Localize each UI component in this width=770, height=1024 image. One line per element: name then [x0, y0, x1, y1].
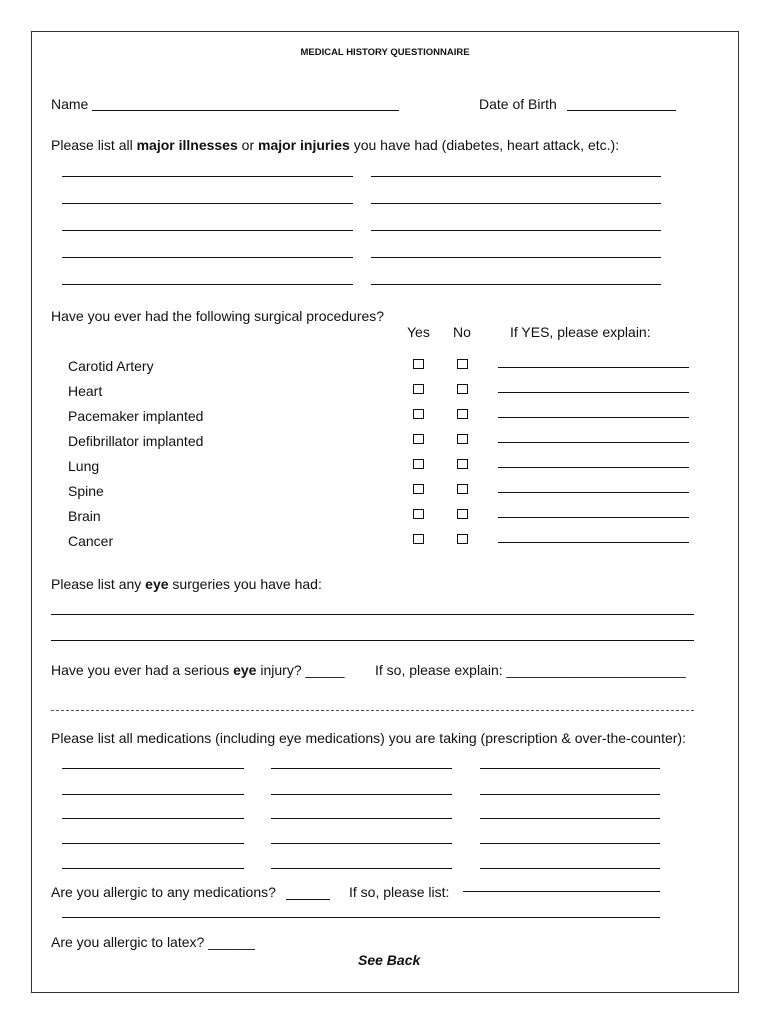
medication-line-4-3[interactable]	[480, 843, 660, 844]
medication-line-4-2[interactable]	[271, 843, 452, 844]
latex-prompt: Are you allergic to latex? ______	[51, 934, 255, 950]
form-title: MEDICAL HISTORY QUESTIONNAIRE	[300, 47, 470, 58]
procedure-label: Defibrillator implanted	[68, 433, 204, 449]
procedure-yes-checkbox[interactable]	[413, 434, 424, 444]
procedure-explain-line[interactable]	[498, 442, 689, 443]
procedure-explain-line[interactable]	[498, 492, 689, 493]
procedure-yes-checkbox[interactable]	[413, 484, 424, 494]
illness-line-5-2[interactable]	[371, 284, 661, 285]
eye-surgery-line-2[interactable]	[51, 640, 694, 641]
procedure-label: Cancer	[68, 533, 114, 549]
procedure-no-checkbox[interactable]	[457, 509, 468, 519]
medications-prompt: Please list all medications (including eye medications) you are taking (prescription & over-the-counter):	[51, 730, 686, 746]
procedure-explain-line[interactable]	[498, 517, 689, 518]
medication-line-1-3[interactable]	[480, 768, 660, 769]
medication-line-1-2[interactable]	[271, 768, 452, 769]
medication-line-1-1[interactable]	[62, 768, 244, 769]
surgical-prompt: Have you ever had the following surgical procedures?	[51, 308, 385, 324]
dob-label: Date of Birth	[479, 96, 557, 112]
eye-injury-line[interactable]	[51, 710, 694, 711]
column-yes-header: Yes	[407, 324, 430, 340]
illness-line-2-1[interactable]	[62, 203, 353, 204]
name-field[interactable]	[92, 110, 399, 111]
procedure-no-checkbox[interactable]	[457, 409, 468, 419]
procedure-label: Spine	[68, 483, 104, 499]
procedure-explain-line[interactable]	[498, 542, 689, 543]
allergy-list-line-1[interactable]	[463, 891, 660, 892]
illness-line-1-1[interactable]	[62, 176, 353, 177]
procedure-yes-checkbox[interactable]	[413, 459, 424, 469]
procedure-explain-line[interactable]	[498, 367, 689, 368]
procedure-explain-line[interactable]	[498, 467, 689, 468]
procedure-no-checkbox[interactable]	[457, 359, 468, 369]
illness-line-3-1[interactable]	[62, 230, 353, 231]
medication-line-3-1[interactable]	[62, 818, 244, 819]
medication-line-5-1[interactable]	[62, 868, 244, 869]
eye-injury-explain: If so, please explain: _______________________	[375, 662, 686, 678]
procedure-label: Brain	[68, 508, 101, 524]
allergy-list-line-2[interactable]	[62, 917, 660, 918]
medication-line-2-1[interactable]	[62, 794, 244, 795]
medication-line-5-2[interactable]	[271, 868, 452, 869]
procedure-no-checkbox[interactable]	[457, 384, 468, 394]
medication-line-4-1[interactable]	[62, 843, 244, 844]
allergy-answer-field[interactable]	[286, 899, 330, 900]
procedure-no-checkbox[interactable]	[457, 434, 468, 444]
illness-line-4-2[interactable]	[371, 257, 661, 258]
procedure-yes-checkbox[interactable]	[413, 384, 424, 394]
illness-line-4-1[interactable]	[62, 257, 353, 258]
eye-surgery-prompt: Please list any eye surgeries you have had:	[51, 576, 322, 592]
name-label: Name	[51, 96, 89, 112]
procedure-yes-checkbox[interactable]	[413, 534, 424, 544]
procedure-no-checkbox[interactable]	[457, 534, 468, 544]
medication-line-2-2[interactable]	[271, 794, 452, 795]
procedure-yes-checkbox[interactable]	[413, 509, 424, 519]
medication-line-2-3[interactable]	[480, 794, 660, 795]
allergy-list-label: If so, please list:	[349, 884, 450, 900]
procedure-label: Pacemaker implanted	[68, 408, 204, 424]
procedure-label: Lung	[68, 458, 100, 474]
illness-line-5-1[interactable]	[62, 284, 353, 285]
medication-line-5-3[interactable]	[480, 868, 660, 869]
dob-field[interactable]	[567, 110, 676, 111]
eye-surgery-line-1[interactable]	[51, 614, 694, 615]
eye-injury-prompt: Have you ever had a serious eye injury? _____	[51, 662, 345, 678]
procedure-yes-checkbox[interactable]	[413, 409, 424, 419]
illness-line-1-2[interactable]	[371, 176, 661, 177]
procedure-yes-checkbox[interactable]	[413, 359, 424, 369]
column-no-header: No	[453, 324, 471, 340]
medication-line-3-3[interactable]	[480, 818, 660, 819]
procedure-label: Heart	[68, 383, 103, 399]
procedure-label: Carotid Artery	[68, 358, 154, 374]
procedure-no-checkbox[interactable]	[457, 459, 468, 469]
column-explain-header: If YES, please explain:	[510, 324, 651, 340]
see-back-note: See Back	[358, 952, 421, 968]
illness-line-3-2[interactable]	[371, 230, 661, 231]
procedure-explain-line[interactable]	[498, 417, 689, 418]
procedure-no-checkbox[interactable]	[457, 484, 468, 494]
illness-prompt: Please list all major illnesses or major injuries you have had (diabetes, heart attack, etc.):	[51, 137, 620, 153]
medication-line-3-2[interactable]	[271, 818, 452, 819]
procedure-explain-line[interactable]	[498, 392, 689, 393]
allergy-prompt: Are you allergic to any medications?	[51, 884, 276, 900]
illness-line-2-2[interactable]	[371, 203, 661, 204]
